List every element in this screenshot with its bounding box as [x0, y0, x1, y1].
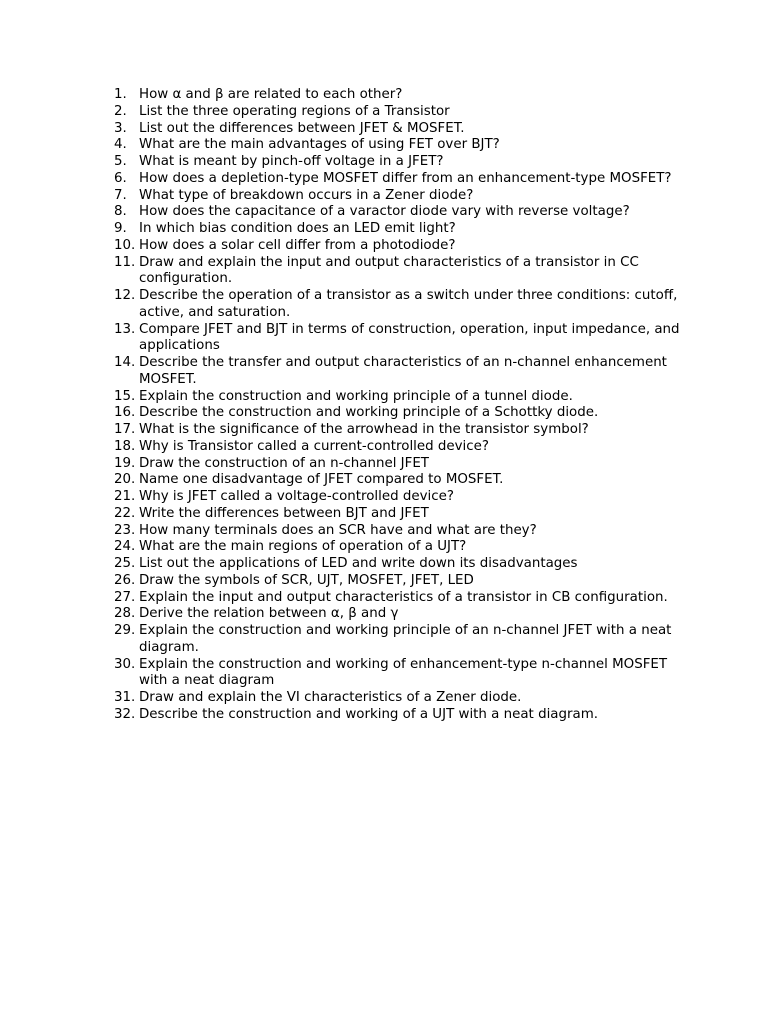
- question-number: 2.: [114, 103, 127, 119]
- question-text: What is meant by pinch-off voltage in a JFET?: [139, 154, 444, 169]
- question-text: How α and β are related to each other?: [139, 87, 403, 102]
- question-number: 14.: [114, 355, 136, 370]
- question-text: Draw and explain the VI characteristics of a Zener diode.: [139, 690, 522, 705]
- question-number: 32.: [114, 706, 136, 722]
- question-text: Compare JFET and BJT in terms of construction, operation, input impedance, and applications: [139, 321, 680, 354]
- question-text: Describe the operation of a transistor as a switch under three conditions: cutoff, active, and saturation.: [139, 288, 678, 320]
- question-list: [114, 87, 684, 724]
- question-item: [114, 623, 684, 657]
- question-item: [114, 707, 684, 724]
- question-item: [114, 606, 684, 623]
- question-text: How does a depletion-type MOSFET differ from an enhancement-type MOSFET?: [139, 170, 672, 186]
- question-text: How many terminals does an SCR have and what are they?: [139, 522, 537, 538]
- question-item: [114, 456, 684, 473]
- question-item: [114, 472, 684, 489]
- question-item: [114, 204, 684, 221]
- question-text: List the three operating regions of a Transistor: [139, 103, 450, 119]
- question-item: [114, 590, 684, 607]
- question-item: [114, 87, 684, 104]
- question-item: [114, 422, 684, 439]
- question-text: How does a solar cell differ from a photodiode?: [139, 237, 456, 253]
- question-number: 9.: [114, 221, 127, 236]
- question-item: [114, 137, 684, 154]
- question-text: What type of breakdown occurs in a Zener diode?: [139, 187, 474, 203]
- question-number: 4.: [114, 137, 127, 153]
- question-item: [114, 288, 684, 322]
- question-number: 19.: [114, 455, 136, 471]
- question-text: What are the main advantages of using FET over BJT?: [139, 137, 500, 153]
- question-number: 30.: [114, 656, 136, 672]
- question-text: Draw the construction of an n-channel JFET: [139, 455, 429, 471]
- question-number: 29.: [114, 623, 136, 638]
- question-number: 13.: [114, 321, 136, 337]
- question-number: 3.: [114, 120, 127, 136]
- question-text: Why is JFET called a voltage-controlled device?: [139, 489, 454, 504]
- question-text: Describe the construction and working of a UJT with a neat diagram.: [139, 706, 599, 722]
- question-item: [114, 322, 684, 356]
- question-item: [114, 573, 684, 590]
- question-text: Draw and explain the input and output characteristics of a transistor in CC configuration.: [139, 254, 639, 287]
- question-text: Derive the relation between α, β and γ: [139, 606, 399, 622]
- question-number: 6.: [114, 170, 127, 186]
- question-text: What are the main regions of operation of a UJT?: [139, 539, 467, 555]
- question-item: [114, 154, 684, 171]
- question-number: 10.: [114, 237, 136, 253]
- question-item: [114, 355, 684, 389]
- question-number: 31.: [114, 690, 136, 705]
- question-item: [114, 121, 684, 138]
- question-item: [114, 221, 684, 238]
- question-text: Draw the symbols of SCR, UJT, MOSFET, JFET, LED: [139, 572, 474, 588]
- question-number: 18.: [114, 438, 136, 454]
- question-item: [114, 405, 684, 422]
- question-number: 25.: [114, 556, 136, 571]
- question-number: 21.: [114, 489, 136, 504]
- question-number: 26.: [114, 572, 136, 588]
- question-number: 1.: [114, 87, 127, 102]
- question-number: 16.: [114, 405, 136, 421]
- question-item: [114, 539, 684, 556]
- question-text: Name one disadvantage of JFET compared to MOSFET.: [139, 472, 504, 488]
- question-item: [114, 439, 684, 456]
- question-number: 27.: [114, 589, 136, 605]
- question-item: [114, 690, 684, 707]
- question-text: In which bias condition does an LED emit light?: [139, 221, 456, 236]
- question-item: [114, 523, 684, 540]
- question-number: 7.: [114, 187, 127, 203]
- question-number: 20.: [114, 472, 136, 488]
- question-text: How does the capacitance of a varactor diode vary with reverse voltage?: [139, 204, 630, 220]
- question-text: Write the differences between BJT and JFET: [139, 505, 429, 521]
- question-item: [114, 506, 684, 523]
- question-number: 5.: [114, 154, 127, 169]
- question-text: Explain the construction and working principle of an n-channel JFET with a neat diagram.: [139, 623, 672, 655]
- question-text: Explain the construction and working of enhancement-type n-channel MOSFET with a neat diagram: [139, 656, 668, 689]
- question-number: 22.: [114, 505, 136, 521]
- question-item: [114, 104, 684, 121]
- question-item: [114, 389, 684, 406]
- question-item: [114, 556, 684, 573]
- question-text: Why is Transistor called a current-controlled device?: [139, 438, 489, 454]
- question-number: 23.: [114, 522, 136, 538]
- question-number: 8.: [114, 204, 127, 220]
- question-number: 24.: [114, 539, 136, 555]
- question-number: 15.: [114, 388, 136, 404]
- question-number: 17.: [114, 422, 136, 437]
- question-text: What is the significance of the arrowhead in the transistor symbol?: [139, 422, 589, 437]
- question-item: [114, 255, 684, 289]
- question-item: [114, 657, 684, 691]
- question-text: List out the applications of LED and write down its disadvantages: [139, 556, 578, 571]
- question-text: List out the differences between JFET & MOSFET.: [139, 120, 465, 136]
- question-item: [114, 238, 684, 255]
- question-number: 11.: [114, 254, 136, 270]
- question-text: Describe the transfer and output characteristics of an n-channel enhancement MOSFET.: [139, 355, 667, 387]
- question-item: [114, 171, 684, 188]
- question-text: Explain the construction and working principle of a tunnel diode.: [139, 388, 573, 404]
- question-number: 12.: [114, 288, 136, 303]
- question-item: [114, 489, 684, 506]
- question-text: Describe the construction and working principle of a Schottky diode.: [139, 405, 599, 421]
- question-text: Explain the input and output characteristics of a transistor in CB configuration.: [139, 589, 668, 605]
- question-item: [114, 188, 684, 205]
- question-number: 28.: [114, 606, 136, 622]
